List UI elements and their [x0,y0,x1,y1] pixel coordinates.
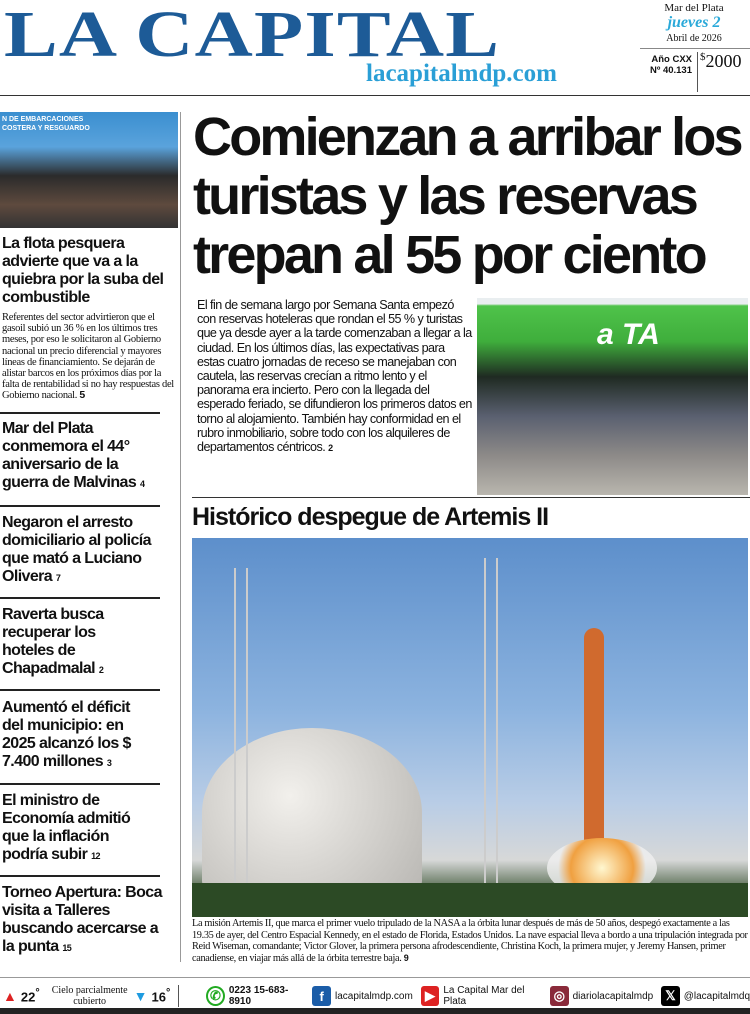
page-ref: 12 [91,851,100,861]
site-url[interactable]: lacapitalmdp.com [366,60,557,87]
sidebar-headline-7[interactable] [2,884,164,957]
logo: LA CAPITAL [4,0,501,71]
edition-info [640,54,692,76]
temp-down-icon: ▼ [133,988,148,1004]
page-ref: 7 [55,573,61,583]
artemis-launch-photo [192,538,748,917]
headline-text: Raverta busca recuperar los hoteles de Chapadmalal [2,606,104,677]
page-ref: 3 [106,758,112,768]
sidebar-headline-1[interactable]: La flota pesquera advierte que va a la quiebra por la suba del combustible [2,235,164,306]
degree: ° [166,987,171,1000]
page-ref: 15 [62,943,72,953]
facebook-icon: f [312,986,331,1006]
price-value: 2000 [705,51,742,71]
separator [0,875,160,877]
divider [697,52,698,92]
page-ref: 5 [79,389,85,402]
sidebar-headline-5[interactable] [2,699,147,772]
page-ref: 9 [403,952,409,963]
weekday: jueves 2 [667,14,721,31]
page-ref: 2 [98,665,104,675]
bottom-bar [0,1008,750,1014]
facebook-link[interactable]: lacapitalmdp.com [334,990,413,1002]
price [700,51,742,72]
price-symbol: $ [700,51,706,63]
weather [3,985,170,1007]
instagram-icon: ◎ [550,986,569,1006]
headline-text: El ministro de Economía admitió que la inflación podría subir [2,792,131,863]
x-link[interactable]: @lacapitalmdq [683,990,750,1002]
separator [0,597,160,599]
divider [178,985,179,1007]
city: Mar del Plata [664,2,724,14]
headline-text: Aumentó el déficit del municipio: en 2025 alcanzó los $ 7.400 millones [2,699,131,770]
sidebar-headline-3[interactable] [2,514,152,587]
column-divider [180,112,181,962]
second-headline[interactable]: Histórico despegue de Artemis II [192,503,549,531]
max-temp: 22 [20,989,36,1005]
main-body [197,298,472,455]
header-rule [0,95,750,96]
page-ref: 2 [328,443,333,454]
body-text: Referentes del sector advirtieron que el gasoil subió un 36 % en los últimos tres meses, por eso le solicitaron al Gobierno nacional un precio diferencial y mayores líneas de financiamiento. Se dejarán de alistar barcos en los próximos días por la falta de rentabilidad si no hay respuestas del Gobierno nacional. [2,312,174,402]
fishing-meeting-photo [0,112,178,228]
photo-sign: N DE EMBARCACIONES COSTERA Y RESGUARDO [2,116,90,132]
temp-up-icon: ▲ [3,988,17,1004]
page-ref: 4 [140,479,145,489]
youtube-link[interactable]: La Capital Mar del Plata [443,985,525,1007]
tourists-bus-photo [477,298,748,495]
footer-rule [0,977,750,978]
degree: ° [35,987,40,1000]
sidebar-body-1 [2,312,178,402]
main-headline[interactable]: Comienzan a arribar los turistas y las reservas trepan al 55 por ciento [193,107,741,285]
instagram-link[interactable]: diariolacapitalmdp [572,990,654,1002]
social-bar [206,985,750,1007]
bus-lettering: a TA [597,318,660,351]
separator [0,505,160,507]
headline-text: Torneo Apertura: Boca visita a Talleres buscando acercarse a la punta [2,884,162,955]
sidebar-headline-4[interactable] [2,606,122,679]
whatsapp-icon: ✆ [206,986,225,1006]
weather-text: Cielo parcialmente cubierto [51,985,128,1007]
headline-text: Mar del Plata conmemora el 44° aniversario de la guerra de Malvinas [2,420,137,491]
separator [0,783,160,785]
sidebar-headline-2[interactable] [2,420,152,493]
year: Año CXX [651,54,692,65]
x-icon: 𝕏 [661,986,680,1006]
separator [0,412,160,414]
date: Abril de 2026 [666,33,722,44]
sidebar-headline-6[interactable] [2,792,152,865]
whatsapp-number[interactable]: 0223 15-683-8910 [228,985,289,1007]
section-rule [192,497,750,498]
caption-text: La misión Artemis II, que marca el primer vuelo tripulado de la NASA a la órbita lunar después de más de 50 años, despegó exactamente a las 19.35 de ayer, del Centro Espacial Kennedy, en el estado de Florida, Estados Unidos. La nave espacial lleva a bordo a una tripulación integrada por Reid Wiseman, comandante; Victor Glover, la primera persona afrodescendiente, Christina Koch, la primera mujer, y Jeremy Hansen, primer canadiense, en viajar más allá de la órbita terrestre baja. [192,918,748,964]
headline-text: Negaron el arresto domiciliario al policía que mató a Luciano Olivera [2,514,151,585]
youtube-icon: ▶ [421,986,440,1006]
separator [0,689,160,691]
issue: Nº 40.131 [649,65,692,76]
photo-caption [192,918,750,964]
min-temp: 16 [151,989,166,1005]
body-text: El fin de semana largo por Semana Santa empezó con reservas hoteleras que rondan el 55 % y turistas que ya desde ayer a la tarde comenzaban a llegar a la ciudad. En los últimos días, las expectativas para estas cuatro jornadas de receso se manejaban con cautela, las reservas crecían a ritmo lento y el panorama era incierto. Pero con la llegada del esperado feriado, se difundieron los primeros datos en torno al alojamiento. También hay conformidad en el rubro inmobiliario, sobre todo con los alquileres de departamentos céntricos. [197,298,472,455]
